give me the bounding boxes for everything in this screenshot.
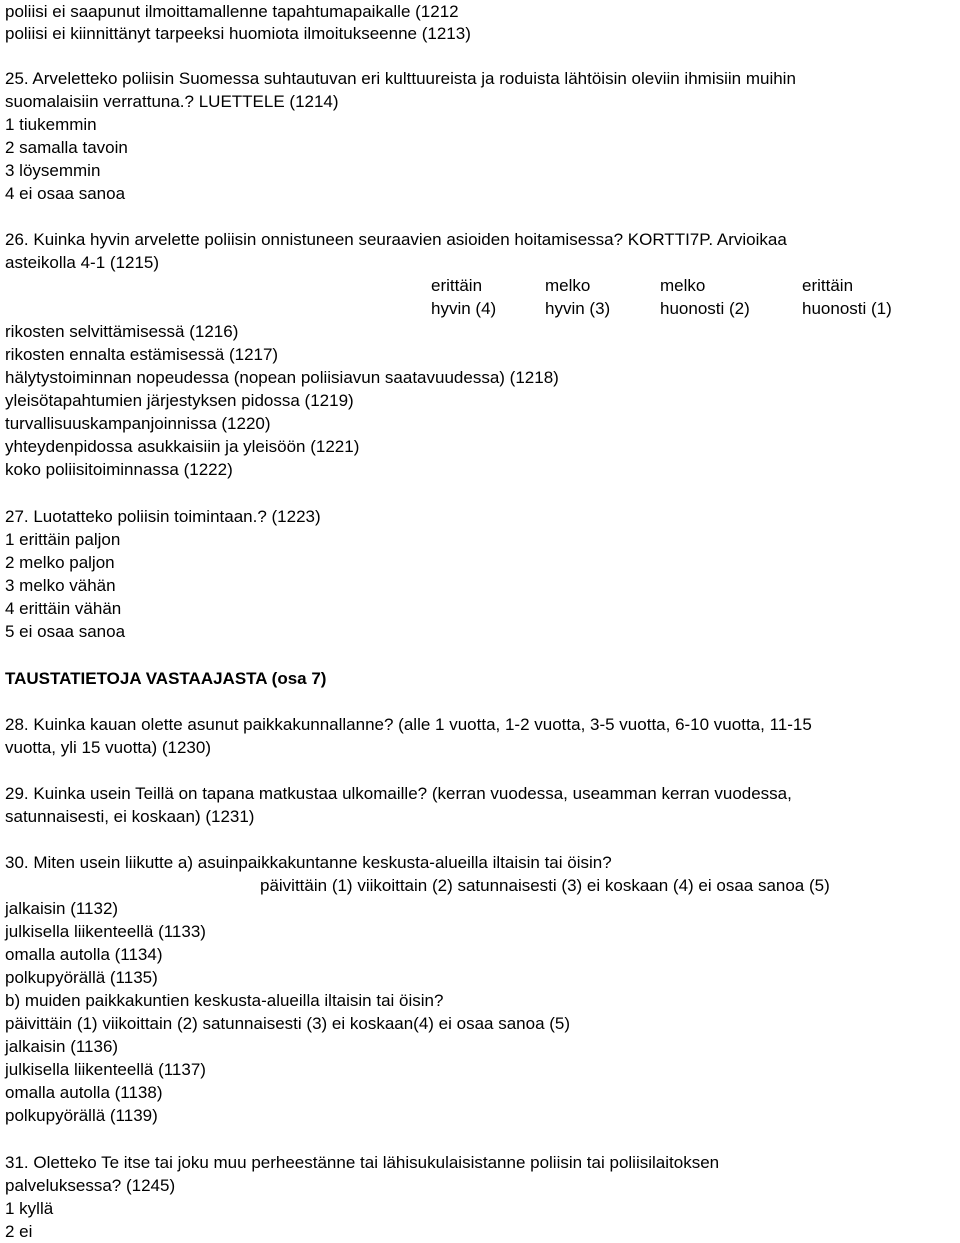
question-27-text: 27. Luotatteko poliisin toimintaan.? (1223) — [5, 507, 321, 526]
rating-item: koko poliisitoiminnassa (1222) — [5, 460, 233, 479]
answer-option: 1 kyllä — [5, 1199, 54, 1218]
question-29-text-cont: satunnaisesti, ei koskaan) (1231) — [5, 807, 255, 826]
scale-header: erittäin — [431, 276, 483, 295]
scale-header: hyvin (4) — [431, 299, 497, 318]
section-heading: TAUSTATIETOJA VASTAAJASTA (osa 7) — [5, 669, 327, 688]
answer-option: 2 ei — [5, 1222, 33, 1241]
answer-option: 5 ei osaa sanoa — [5, 622, 126, 641]
answer-option: 2 melko paljon — [5, 553, 115, 572]
frequency-item: jalkaisin (1132) — [5, 899, 119, 918]
rating-item: yleisötapahtumien järjestyksen pidossa (1219) — [5, 391, 354, 410]
frequency-item: omalla autolla (1134) — [5, 945, 163, 964]
rating-item: turvallisuuskampanjoinnissa (1220) — [5, 414, 271, 433]
frequency-item: omalla autolla (1138) — [5, 1083, 163, 1102]
question-30b-text: b) muiden paikkakuntien keskusta-alueilla iltaisin tai öisin? — [5, 991, 444, 1010]
question-30-text: 30. Miten usein liikutte a) asuinpaikkakuntanne keskusta-alueilla iltaisin tai öisin? — [5, 853, 612, 872]
scale-header: huonosti (1) — [802, 299, 892, 318]
scale-header: päivittäin (1) viikoittain (2) satunnaisesti (3) ei koskaan(4) ei osaa sanoa (5) — [5, 1014, 571, 1033]
question-29-text: 29. Kuinka usein Teillä on tapana matkustaa ulkomaille? (kerran vuodessa, useamman kerran vuodessa, — [5, 784, 792, 803]
frequency-item: julkisella liikenteellä (1137) — [5, 1060, 206, 1079]
answer-option: 4 ei osaa sanoa — [5, 184, 126, 203]
frequency-item: jalkaisin (1136) — [5, 1037, 119, 1056]
scale-header: erittäin — [802, 276, 854, 295]
question-28-text: 28. Kuinka kauan olette asunut paikkakunnallanne? (alle 1 vuotta, 1-2 vuotta, 3-5 vuotta, 6-10 vuotta, 11-15 — [5, 715, 812, 734]
question-31-text-cont: palveluksessa? (1245) — [5, 1176, 176, 1195]
option-line: poliisi ei saapunut ilmoittamallenne tapahtumapaikalle (1212 — [5, 2, 459, 21]
answer-option: 1 erittäin paljon — [5, 530, 121, 549]
question-26-text-cont: asteikolla 4-1 (1215) — [5, 253, 160, 272]
answer-option: 3 löysemmin — [5, 161, 101, 180]
scale-header: melko — [660, 276, 706, 295]
rating-item: hälytystoiminnan nopeudessa (nopean poliisiavun saatavuudessa) (1218) — [5, 368, 559, 387]
scale-header: melko — [545, 276, 591, 295]
frequency-item: polkupyörällä (1139) — [5, 1106, 158, 1125]
question-25-text-cont: suomalaisiin verrattuna.? LUETTELE (1214) — [5, 92, 339, 111]
answer-option: 1 tiukemmin — [5, 115, 97, 134]
question-25-text: 25. Arveletteko poliisin Suomessa suhtautuvan eri kulttuureista ja roduista lähtöisin oleviin ihmisiin muihin — [5, 69, 796, 88]
frequency-item: polkupyörällä (1135) — [5, 968, 158, 987]
option-line: poliisi ei kiinnittänyt tarpeeksi huomiota ilmoitukseenne (1213) — [5, 24, 471, 43]
scale-header: hyvin (3) — [545, 299, 611, 318]
answer-option: 3 melko vähän — [5, 576, 116, 595]
rating-item: rikosten ennalta estämisessä (1217) — [5, 345, 279, 364]
question-26-text: 26. Kuinka hyvin arvelette poliisin onnistuneen seuraavien asioiden hoitamisessa? KORTTI7P. Arvioikaa — [5, 230, 787, 249]
answer-option: 2 samalla tavoin — [5, 138, 128, 157]
question-31-text: 31. Oletteko Te itse tai joku muu perheestänne tai lähisukulaisistanne poliisin tai poliisilaitoksen — [5, 1153, 720, 1172]
scale-header: huonosti (2) — [660, 299, 750, 318]
answer-option: 4 erittäin vähän — [5, 599, 122, 618]
rating-item: rikosten selvittämisessä (1216) — [5, 322, 239, 341]
question-28-text-cont: vuotta, yli 15 vuotta) (1230) — [5, 738, 212, 757]
rating-item: yhteydenpidossa asukkaisiin ja yleisöön (1221) — [5, 437, 360, 456]
scale-header: päivittäin (1) viikoittain (2) satunnaisesti (3) ei koskaan (4) ei osaa sanoa (5) — [260, 876, 830, 895]
frequency-item: julkisella liikenteellä (1133) — [5, 922, 206, 941]
